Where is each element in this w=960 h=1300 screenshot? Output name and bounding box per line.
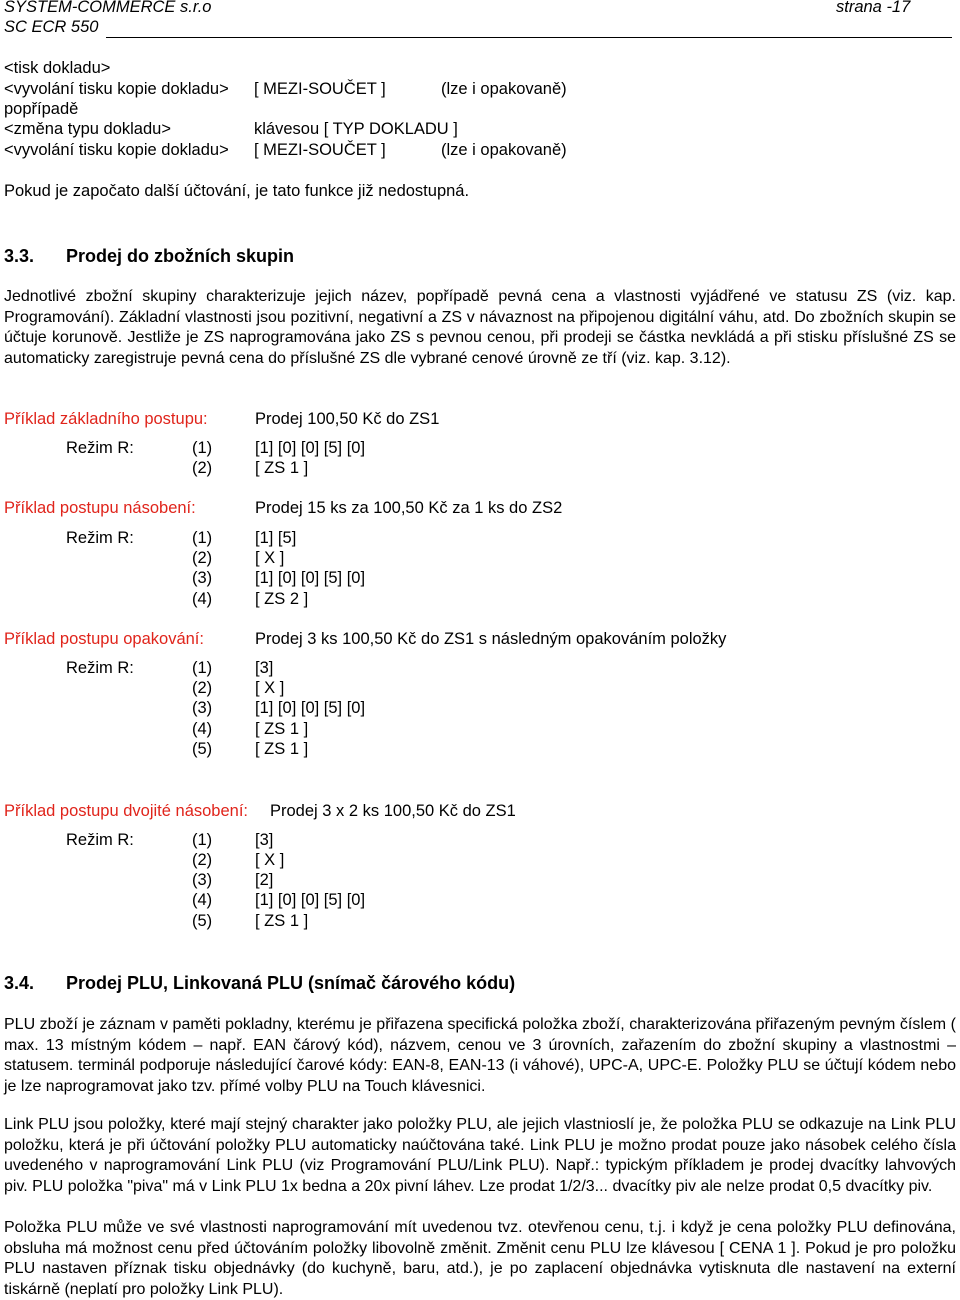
example-4-mode-label: Režim R:	[66, 831, 134, 849]
intro-line-2-c: (lze i opakovaně)	[441, 80, 567, 98]
example-4-step-5-keys: [ ZS 1 ]	[255, 912, 309, 930]
intro-line-5-a: <vyvolání tisku kopie dokladu>	[4, 141, 229, 159]
example-3-mode-label: Režim R:	[66, 659, 134, 677]
intro-line-4-b: klávesou [ TYP DOKLADU ]	[254, 120, 458, 138]
example-3-step-5-keys: [ ZS 1 ]	[255, 740, 309, 758]
example-2-step-4-keys: [ ZS 2 ]	[255, 590, 309, 608]
example-2-step-1-num: (1)	[192, 529, 213, 547]
example-2-step-4-num: (4)	[192, 590, 213, 608]
example-3-label: Příklad postupu opakování:	[4, 630, 204, 648]
example-3-step-2-keys: [ X ]	[255, 679, 285, 697]
example-4-step-2-num: (2)	[192, 851, 213, 869]
section-33-title: Prodej do zbožních skupin	[66, 246, 295, 266]
example-3-step-4-keys: [ ZS 1 ]	[255, 720, 309, 738]
intro-line-1: <tisk dokladu>	[4, 59, 111, 77]
example-4-description: Prodej 3 x 2 ks 100,50 Kč do ZS1	[270, 802, 516, 820]
example-4-step-3-keys: [2]	[255, 871, 274, 889]
section-34-paragraph-2: Link PLU jsou položky, které mají stejný charakter jako položky PLU, ale jejich vlastnioslí je, že položka PLU se odkazuje na Link PLU položku, která je při účtování položky PLU automaticky naúčtována také. Link PLU je možno prodat pouze jako násobek celého čísla uvedeného v naprogramování Link PLU (viz Programování PLU/Link PLU). Např.: typickým příkladem je prodej dvacítky lahvových piv. PLU položka "piva" má v Link PLU 1x bedna a 20x pivní láhev. Lze prodat 1/2/3... dvacítky piv ale nelze prodat 0,5 dvacítky piv.	[4, 1116, 956, 1195]
example-3-step-4-num: (4)	[192, 720, 213, 738]
intro-line-2-a: <vyvolání tisku kopie dokladu>	[4, 80, 229, 98]
section-34-paragraph-3: Položka PLU může ve své vlastnosti naprogramování mít uvedenou tvz. otevřenou cenu, t.j. i když je cena položky PLU definována, obsluha má možnost cenu před účtováním položky libovolně změnit. Změnit cenu PLU lze klávesou [ CENA 1 ]. Pokud je pro položku PLU nastaven příznak tisku objednávky (do kuchyně, baru, atd.), je po zaplacení objednávka vytisknuta dle nastavení na externí tiskárně (neplatí pro položky Link PLU).	[4, 1219, 956, 1298]
header-page-number: strana -17	[836, 0, 911, 16]
example-3-step-2-num: (2)	[192, 679, 213, 697]
example-4-label: Příklad postupu dvojité násobení:	[4, 802, 248, 820]
header-company: SYSTEM-COMMERCE s.r.o	[4, 0, 212, 16]
example-2-description: Prodej 15 ks za 100,50 Kč za 1 ks do ZS2	[255, 499, 563, 517]
section-34-title: Prodej PLU, Linkovaná PLU (snímač čárového kódu)	[66, 973, 516, 993]
example-3-step-3-keys: [1] [0] [0] [5] [0]	[255, 699, 366, 717]
example-1-mode-label: Režim R:	[66, 439, 134, 457]
example-4-step-5-num: (5)	[192, 912, 213, 930]
intro-line-5-b: [ MEZI-SOUČET ]	[254, 141, 386, 159]
example-4-step-3-num: (3)	[192, 871, 213, 889]
header-model: SC ECR 550	[4, 18, 99, 36]
example-2-step-3-num: (3)	[192, 569, 213, 587]
intro-line-5-c: (lze i opakovaně)	[441, 141, 567, 159]
example-3-description: Prodej 3 ks 100,50 Kč do ZS1 s následným opakováním položky	[255, 630, 727, 648]
header-rule	[106, 37, 952, 38]
example-4-step-1-keys: [3]	[255, 831, 274, 849]
section-34-number: 3.4.	[4, 973, 35, 993]
intro-line-2-b: [ MEZI-SOUČET ]	[254, 80, 386, 98]
example-4-step-4-num: (4)	[192, 891, 213, 909]
example-3-step-1-num: (1)	[192, 659, 213, 677]
example-3-step-1-keys: [3]	[255, 659, 274, 677]
example-2-label: Příklad postupu násobení:	[4, 499, 196, 517]
example-2-step-2-num: (2)	[192, 549, 213, 567]
intro-note: Pokud je započato další účtování, je tato funkce již nedostupná.	[4, 182, 470, 200]
example-2-step-2-keys: [ X ]	[255, 549, 285, 567]
example-2-step-1-keys: [1] [5]	[255, 529, 297, 547]
example-3-step-3-num: (3)	[192, 699, 213, 717]
example-4-step-2-keys: [ X ]	[255, 851, 285, 869]
section-34-paragraph-1: PLU zboží je záznam v paměti pokladny, kterému je přiřazena specifická položka zboží, charakterizována přiřazeným pevným číslem ( max. 13 místným kódem – např. EAN čárový kód), názvem, cenou ve 3 úrovních, zařazením do zbožní skupiny a vlastnostmi – statusem. terminál podporuje následující čarové kódy: EAN-8, EAN-13 (i váhové), UPC-A, UPC-E. Položky PLU se účtují kódem nebo je lze naprogramovat jako tzv. přímé volby PLU na Touch klávesnici.	[4, 1016, 956, 1095]
example-2-mode-label: Režim R:	[66, 529, 134, 547]
example-1-step-1-keys: [1] [0] [0] [5] [0]	[255, 439, 366, 457]
example-1-description: Prodej 100,50 Kč do ZS1	[255, 410, 440, 428]
example-2-step-3-keys: [1] [0] [0] [5] [0]	[255, 569, 366, 587]
example-1-step-1-num: (1)	[192, 439, 213, 457]
section-33-number: 3.3.	[4, 246, 35, 266]
example-1-label: Příklad základního postupu:	[4, 410, 208, 428]
section-33-paragraph: Jednotlivé zbožní skupiny charakterizuje jejich název, popřípadě pevná cena a vlastnosti vyjádřené ve statusu ZS (viz. kap. Programování). Základní vlastnosti jsou pozitivní, negativní a ZS v návaznost na připojenou digitální váhu, atd. Do zbožních skupin se účtuje korunově. Jestliže je ZS naprogramována jako ZS s pevnou cenou, při prodeji se částka nevkládá a při stisku příslušné ZS se automaticky zaregistruje pevná cena do příslušné ZS dle vybrané cenové úrovně ze tří (viz. kap. 3.12).	[4, 288, 956, 367]
example-3-step-5-num: (5)	[192, 740, 213, 758]
example-4-step-4-keys: [1] [0] [0] [5] [0]	[255, 891, 366, 909]
example-1-step-2-keys: [ ZS 1 ]	[255, 459, 309, 477]
intro-line-3: popřípadě	[4, 100, 79, 118]
intro-line-4-a: <změna typu dokladu>	[4, 120, 171, 138]
example-1-step-2-num: (2)	[192, 459, 213, 477]
example-4-step-1-num: (1)	[192, 831, 213, 849]
